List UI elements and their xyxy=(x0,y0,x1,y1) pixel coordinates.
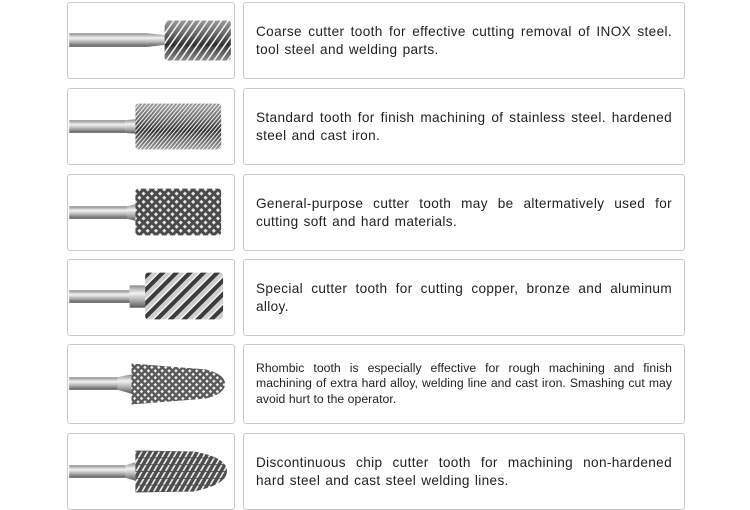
special-cut-burr-image xyxy=(67,259,235,336)
rhombic-tooth-burr-image xyxy=(67,344,235,424)
rhombic-tooth-description: Rhombic tooth is especially effective for rough machining and finish machining of extra hard alloy, welding line and cast iron. Smashing cut may avoid hurt to the operator. xyxy=(256,360,672,406)
standard-cut-burr-image xyxy=(67,88,235,165)
coarse-cut-burr-image xyxy=(67,2,235,79)
special-cut-description-box xyxy=(243,259,685,336)
general-purpose-description: General-purpose cutter tooth may be altermatively used for cutting soft and hard materials. xyxy=(256,195,672,229)
general-purpose-description-box xyxy=(243,174,685,251)
standard-cut-description: Standard tooth for finish machining of stainless steel. hardened steel and cast iron. xyxy=(256,109,672,143)
special-cut-description: Special cutter tooth for cutting copper, bronze and aluminum alloy. xyxy=(256,280,672,314)
general-purpose-burr-image xyxy=(67,174,235,251)
chipbreaker-description-box xyxy=(243,433,685,510)
chipbreaker-burr-image xyxy=(67,433,235,510)
standard-cut-description-box xyxy=(243,88,685,165)
coarse-cut-description: Coarse cutter tooth for effective cutting removal of INOX steel. tool steel and welding parts. xyxy=(256,23,672,57)
chipbreaker-description: Discontinuous chip cutter tooth for machining non-hardened hard steel and cast steel welding lines. xyxy=(256,454,672,488)
rhombic-tooth-description-box xyxy=(243,344,685,424)
coarse-cut-description-box xyxy=(243,2,685,79)
